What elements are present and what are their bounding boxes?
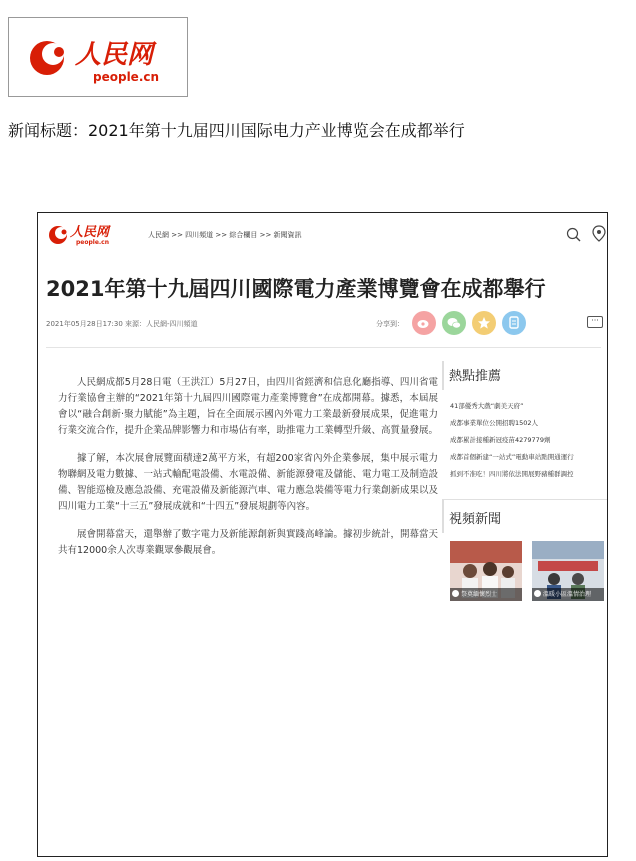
page-heading: 新闻标题：2021年第十九届四川国际电力产业博览会在成都举行 bbox=[8, 121, 465, 140]
logo-domain-text: people.cn bbox=[93, 70, 160, 84]
share-qzone-button[interactable] bbox=[472, 311, 496, 335]
site-logo-brand: 人民网 bbox=[70, 225, 110, 240]
weibo-icon bbox=[417, 317, 431, 329]
hot-item[interactable]: 41部優秀大戲“劇美天府” bbox=[450, 402, 524, 410]
site-logo-mark bbox=[46, 223, 72, 249]
article-paragraph: 展會開幕當天，還舉辦了數字電力及新能源創新與實踐高峰論。據初步統計，開幕當天共有12000余人次專業觀眾參觀展會。 bbox=[58, 529, 439, 556]
hot-recommend-list bbox=[450, 398, 608, 483]
hot-recommend-title: 熱點推薦 bbox=[442, 361, 608, 390]
hot-item[interactable]: 成都事業單位公開招聘1502人 bbox=[450, 419, 539, 427]
article-meta: 2021年05月28日17:30 來源：人民網-四川頻道 bbox=[46, 320, 198, 328]
copy-icon bbox=[508, 316, 520, 330]
more-button[interactable]: ··· bbox=[587, 316, 603, 328]
hot-item[interactable]: 成都累計接種新冠疫苗4279779劑 bbox=[450, 436, 551, 444]
video-caption bbox=[532, 588, 604, 601]
article-title: 2021年第十九屆四川國際電力產業博覽會在成都舉行 bbox=[46, 277, 546, 301]
video-caption-text: 祭奠緬懷烈士 bbox=[461, 591, 498, 598]
article-paragraph: 人民網成都5月28日電（王洪江）5月27日，由四川省經濟和信息化廳指導、四川省電力行業協會主辦的“2021年第十九屆四川國際電力產業博覽會”在成都開幕。據悉，本屆展會以“融合創新·聚力賦能”為主題，旨在全面展示國內外電力工業最新發展成果，促進電力行業交流合作，提升企業品牌影響力和市場佔有率，助推電力工業轉型升級、高質量發展。 bbox=[58, 377, 439, 436]
people-logo bbox=[8, 17, 188, 97]
wechat-icon bbox=[447, 317, 461, 329]
site-logo-domain: people.cn bbox=[76, 239, 110, 246]
location-icon[interactable] bbox=[591, 225, 607, 247]
play-icon bbox=[534, 590, 541, 597]
logo-brand-text: 人民网 bbox=[75, 40, 154, 70]
site-header bbox=[38, 213, 608, 253]
video-caption bbox=[450, 588, 522, 601]
search-icon[interactable] bbox=[566, 227, 582, 247]
sidebar bbox=[442, 361, 608, 601]
hot-item[interactable]: 成都首個新建“一站式”電動車站點開通運行 bbox=[450, 453, 574, 461]
share-copy-button[interactable] bbox=[502, 311, 526, 335]
article-screenshot-frame bbox=[37, 212, 608, 857]
share-wechat-button[interactable] bbox=[442, 311, 466, 335]
video-thumbnails bbox=[442, 541, 608, 601]
hot-item[interactable]: 抓到不准吃！四川將依法開展野豬種群調控 bbox=[450, 470, 574, 478]
article-body bbox=[58, 375, 438, 571]
article-paragraph: 據了解，本次展會展覽面積達2萬平方米，有超200家省內外企業參展，集中展示電力物聯網及電力數據、一站式輸配電設備、水電設備、新能源發電及儲能、電力電工及制造設備、智能巡檢及應急設備、充電設備及新能源汽車、電力應急裝備等電力行業創新成果以及四川電力工業“十三五”發展成就和“十四五”發展規劃等內容。 bbox=[58, 453, 439, 512]
star-icon bbox=[477, 316, 491, 330]
video-thumbnail[interactable] bbox=[450, 541, 522, 601]
play-icon bbox=[452, 590, 459, 597]
breadcrumb[interactable]: 人民網 >> 四川頻道 >> 綜合欄目 >> 新聞資訊 bbox=[148, 231, 302, 239]
video-news-title: 視頻新聞 bbox=[442, 499, 608, 533]
header-divider bbox=[46, 347, 601, 348]
video-thumbnail[interactable] bbox=[532, 541, 604, 601]
share-label: 分享到： bbox=[376, 320, 404, 328]
share-weibo-button[interactable] bbox=[412, 311, 436, 335]
video-caption-text: 溫暖小區溫情治理 bbox=[543, 591, 592, 598]
